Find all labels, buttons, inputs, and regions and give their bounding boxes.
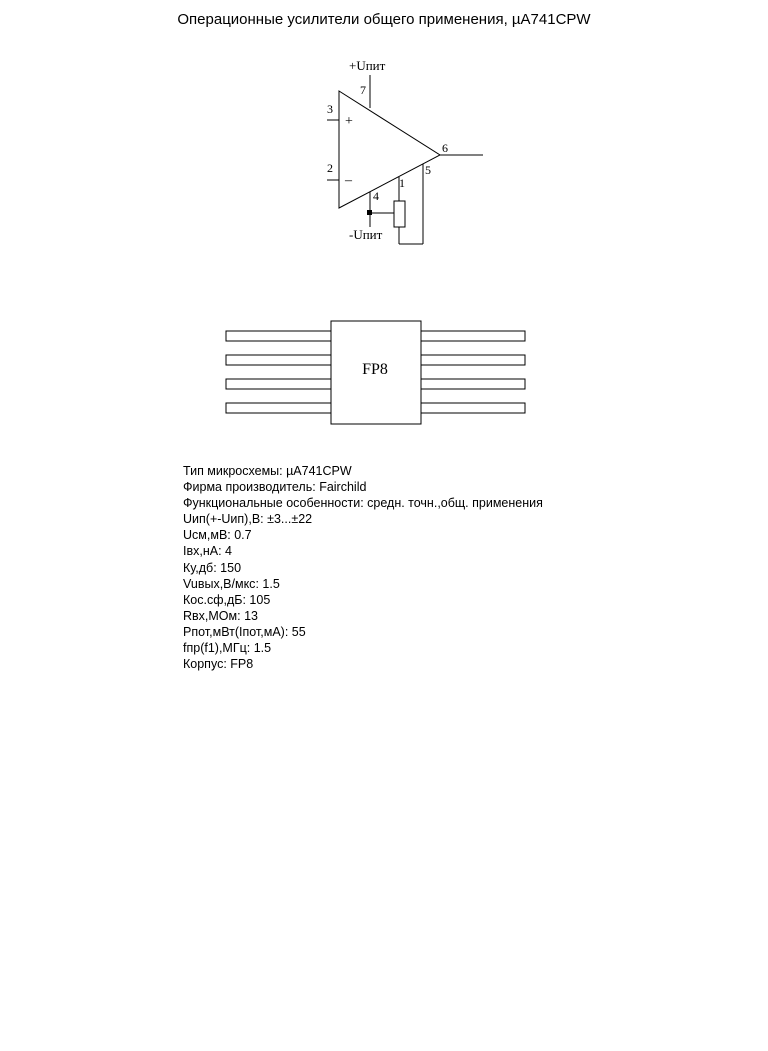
spec-value: 13 xyxy=(244,608,258,623)
junction-dot xyxy=(367,210,372,215)
spec-row: Uип(+-Uип),В: ±3...±22 xyxy=(183,512,313,527)
spec-row: Rвх,МОм: 13 xyxy=(183,608,258,623)
spec-label: Vuвых,В/мкс xyxy=(183,576,256,591)
spec-row: Функциональные особенности: средн. точн.,общ. применения xyxy=(183,496,543,511)
opamp-symbol xyxy=(327,75,483,244)
pin-label-2: 2 xyxy=(327,161,333,175)
package-lead-right xyxy=(421,331,525,341)
pin-label-7: 7 xyxy=(360,83,366,97)
spec-row: Тип микросхемы: µA741CPW xyxy=(183,464,352,478)
spec-row: fпр(f1),МГц: 1.5 xyxy=(183,641,272,656)
page-title: Операционные усилители общего применения, µA741CPW xyxy=(177,11,591,28)
spec-row: Vuвых,В/мкс: 1.5 xyxy=(183,576,280,591)
spec-label: Uсм,мВ xyxy=(183,528,228,543)
spec-label: Корпус xyxy=(183,657,224,672)
opamp-schematic xyxy=(0,0,768,450)
spec-label: Ку,дб xyxy=(183,560,214,575)
spec-label: Rвх,МОм xyxy=(183,608,238,623)
package-lead-left xyxy=(226,403,331,413)
spec-label: Pпот,мВт(Iпот,мА) xyxy=(183,624,285,639)
spec-value: 1.5 xyxy=(253,641,272,656)
spec-value: средн. точн.,общ. применения xyxy=(367,496,543,511)
package-label: FP8 xyxy=(362,361,388,378)
supply-neg-label: -Uпит xyxy=(349,227,383,242)
pin-label-4: 4 xyxy=(373,189,379,203)
spec-value: 4 xyxy=(225,544,232,559)
spec-row: Iвх,нА: 4 xyxy=(183,544,232,559)
package-lead-right xyxy=(421,355,525,365)
package-lead-right xyxy=(421,379,525,389)
spec-value: 55 xyxy=(291,624,306,639)
spec-value: Fairchild xyxy=(319,480,367,495)
spec-value: µA741CPW xyxy=(286,464,352,478)
package-lead-left xyxy=(226,379,331,389)
package-lead-right xyxy=(421,403,525,413)
spec-row: Корпус: FP8 xyxy=(183,657,254,672)
spec-value: 0.7 xyxy=(234,528,252,543)
spec-value: 1.5 xyxy=(262,576,280,591)
spec-row: Фирма производитель: Fairchild xyxy=(183,480,367,495)
spec-label: Функциональные особенности xyxy=(183,496,361,511)
spec-row: Кос.сф,дБ: 105 xyxy=(183,592,271,607)
plus-symbol: + xyxy=(345,114,353,129)
pin-label-3: 3 xyxy=(327,102,333,116)
spec-row: Pпот,мВт(Iпот,мА): 55 xyxy=(183,624,306,639)
spec-label: Кос.сф,дБ xyxy=(183,592,243,607)
package-lead-left xyxy=(226,355,331,365)
specs-list xyxy=(183,463,543,672)
trim-resistor xyxy=(394,201,405,227)
spec-label: Фирма производитель xyxy=(183,480,313,495)
pin-label-1: 1 xyxy=(399,176,405,190)
spec-value: 105 xyxy=(249,592,271,607)
spec-value: FP8 xyxy=(230,657,254,672)
spec-row: Uсм,мВ: 0.7 xyxy=(183,528,252,543)
spec-value: ±3...±22 xyxy=(267,512,313,527)
spec-label: Iвх,нА xyxy=(183,544,219,559)
minus-symbol: – xyxy=(345,173,352,188)
supply-pos-label: +Uпит xyxy=(349,58,386,73)
pin-label-6: 6 xyxy=(442,141,448,155)
spec-value: 150 xyxy=(220,560,242,575)
pin-label-5: 5 xyxy=(425,163,431,177)
opamp-triangle xyxy=(339,91,440,208)
package-lead-left xyxy=(226,331,331,341)
spec-label: Тип микросхемы xyxy=(183,464,280,478)
spec-label: Uип(+-Uип),В xyxy=(183,512,261,527)
spec-row: Ку,дб: 150 xyxy=(183,560,242,575)
spec-label: fпр(f1),МГц xyxy=(183,641,247,656)
